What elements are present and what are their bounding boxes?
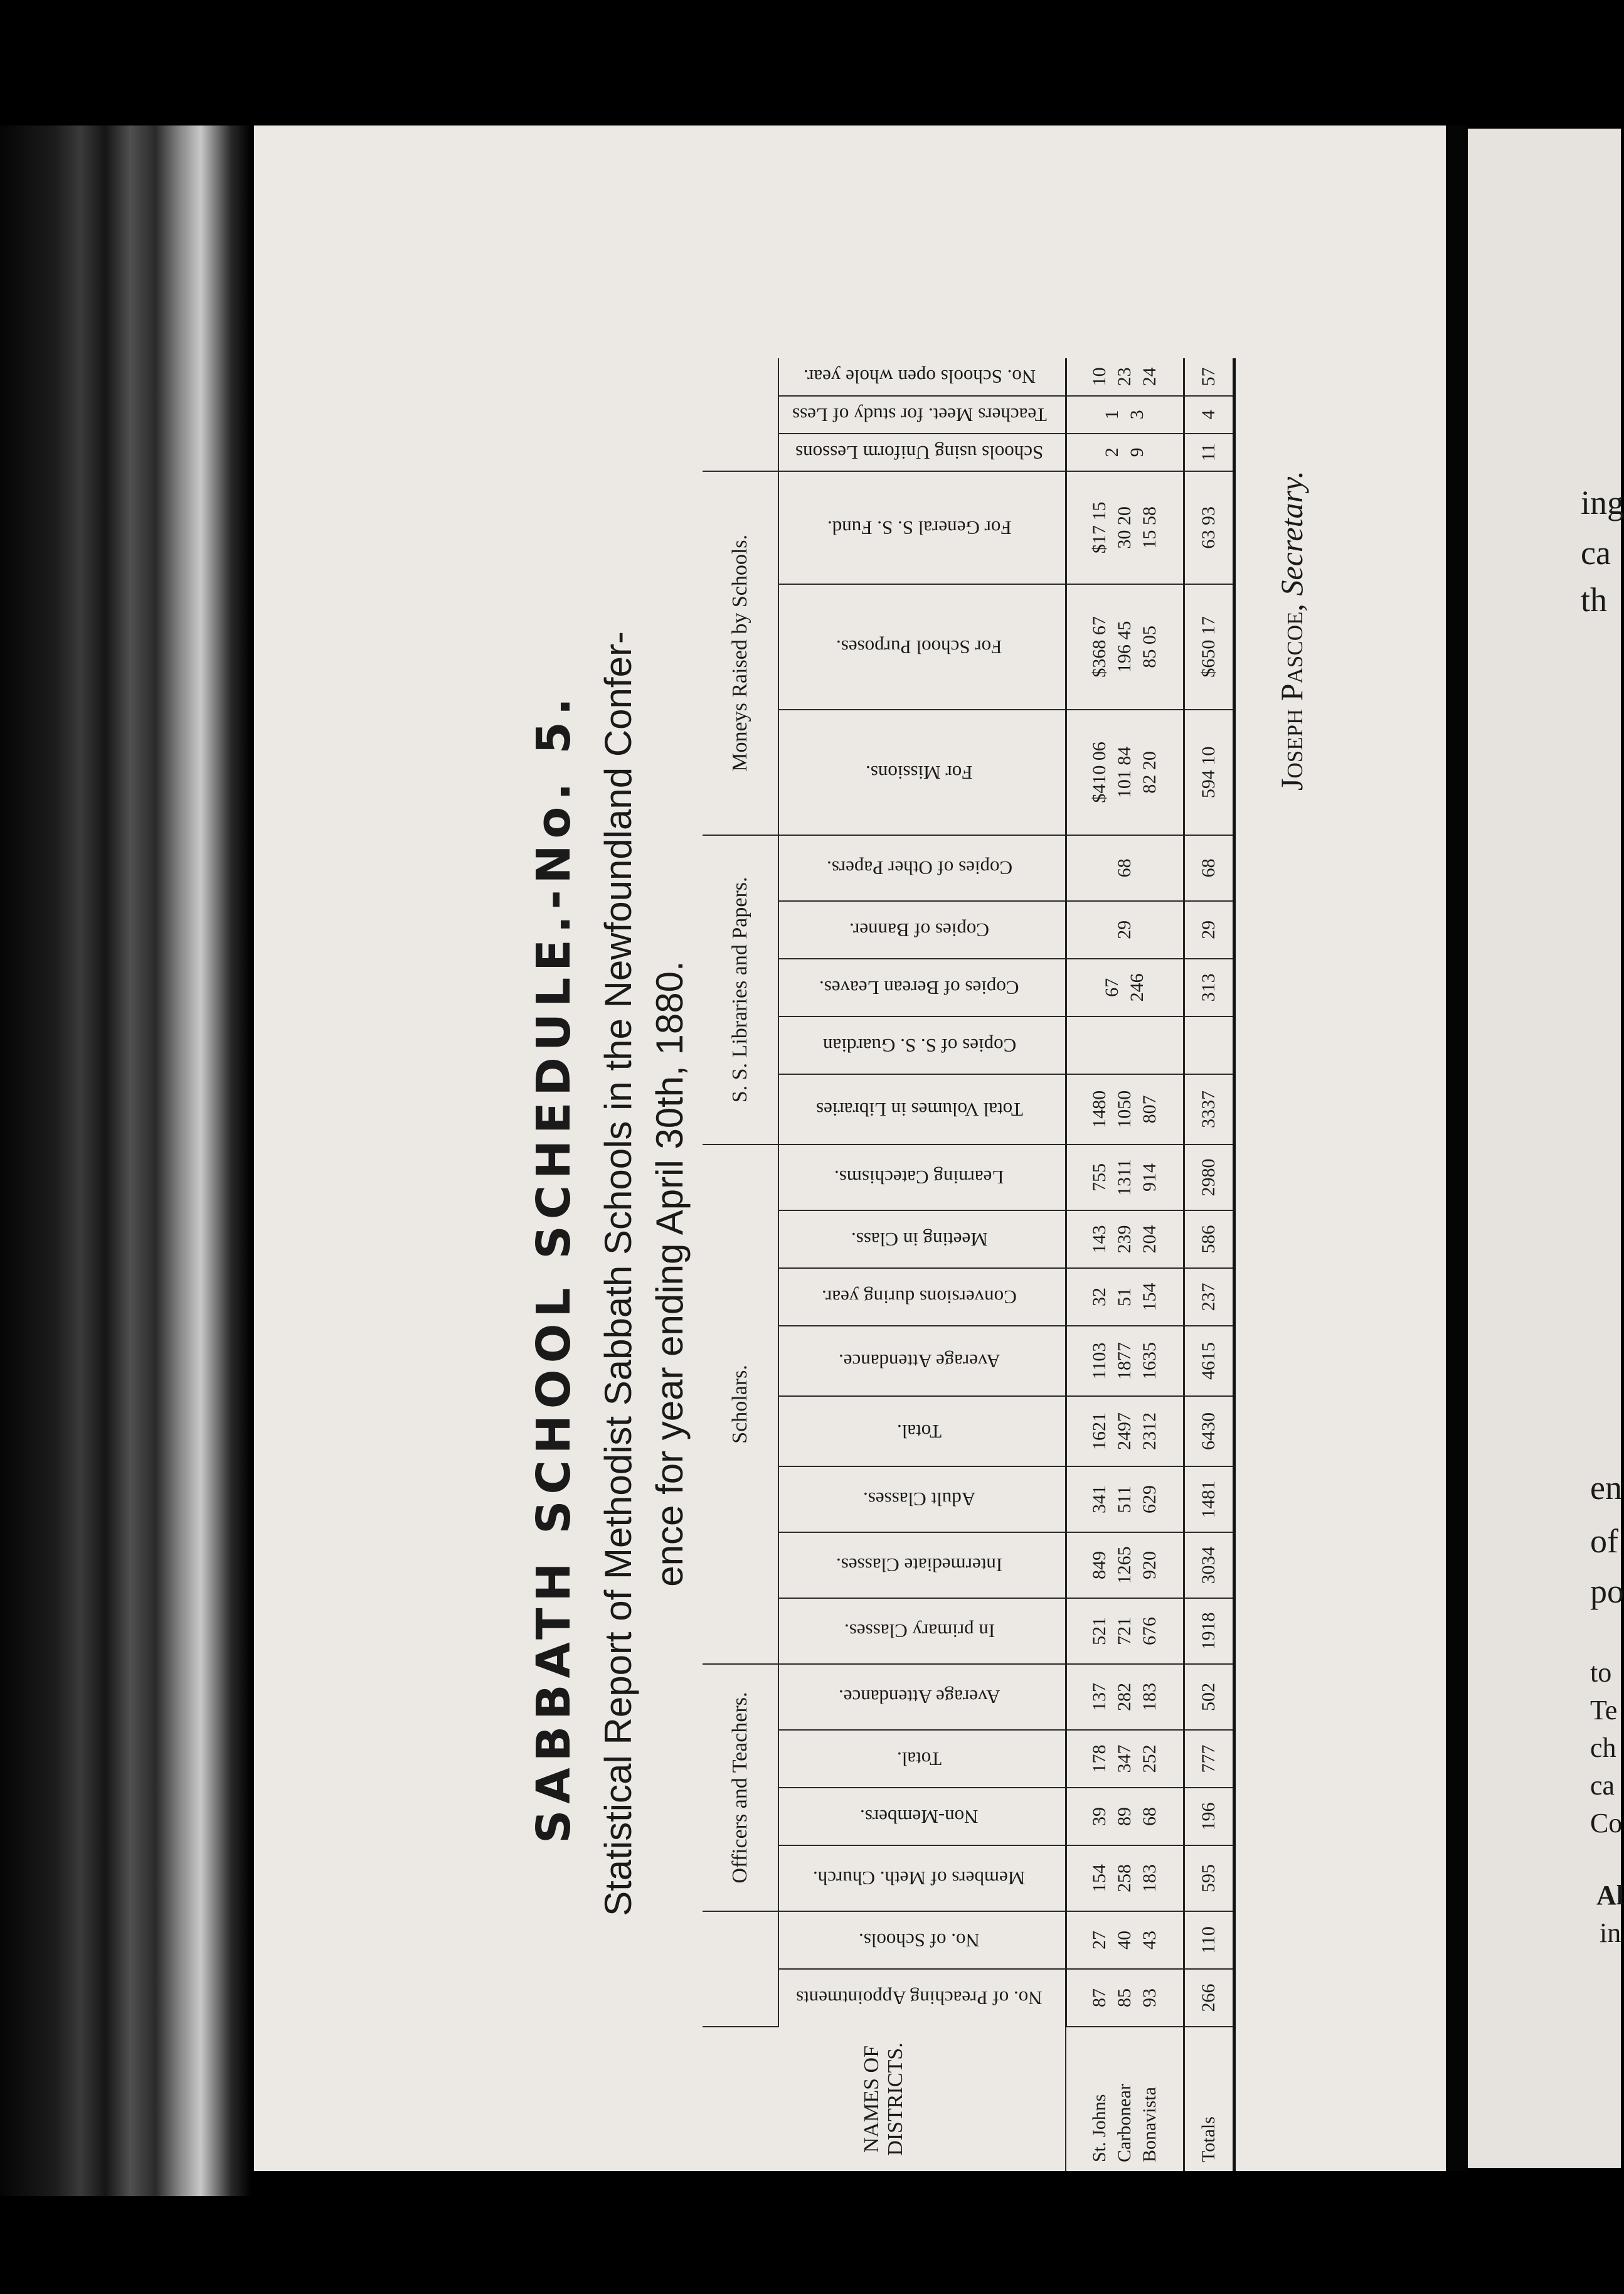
cell: $368 67 196 45 85 05 xyxy=(1066,584,1184,710)
total-cell: 4 xyxy=(1184,396,1234,434)
rotated-content xyxy=(489,314,1399,2209)
total-cell: 110 xyxy=(1184,1911,1234,1969)
cell: 10 23 24 xyxy=(1066,358,1184,396)
cell xyxy=(1066,1016,1184,1074)
total-cell: 1481 xyxy=(1184,1466,1234,1532)
cell: 341 511 629 xyxy=(1066,1466,1184,1532)
cell: 154 258 183 xyxy=(1066,1845,1184,1911)
right-text-fragment: ca xyxy=(1581,534,1611,572)
cell: 1480 1050 807 xyxy=(1066,1074,1184,1144)
right-text-fragment: Te xyxy=(1590,1695,1618,1726)
right-text-fragment: Co xyxy=(1590,1808,1623,1838)
total-cell: 594 10 xyxy=(1184,710,1234,835)
total-cell: 595 xyxy=(1184,1845,1234,1911)
col-header: No. of Schools. xyxy=(778,1911,1066,1969)
cell: 87 85 93 xyxy=(1066,1969,1184,2027)
total-cell: 29 xyxy=(1184,901,1234,959)
col-header: Non-Members. xyxy=(778,1788,1066,1845)
right-text-fragment: ca xyxy=(1590,1770,1615,1801)
col-header: Schools using Uniform Lessons xyxy=(778,434,1066,471)
cell: $410 06 101 84 82 20 xyxy=(1066,710,1184,835)
group-scholars: Scholars. xyxy=(703,1144,778,1664)
total-cell: 68 xyxy=(1184,835,1234,901)
col-header: Average Attendance. xyxy=(778,1664,1066,1730)
right-text-fragment: in xyxy=(1600,1918,1621,1948)
col-header: Total Volumes in Libraries xyxy=(778,1074,1066,1144)
book-edge xyxy=(0,125,251,2196)
total-cell: 2980 xyxy=(1184,1144,1234,1210)
totals-row xyxy=(1184,358,1234,2171)
total-cell: 237 xyxy=(1184,1268,1234,1326)
cell: 849 1265 920 xyxy=(1066,1532,1184,1598)
right-text-fragment: ing xyxy=(1581,484,1624,521)
total-cell: 63 93 xyxy=(1184,471,1234,584)
col-header: No. Schools open whole year. xyxy=(778,358,1066,396)
cell: 2 9 xyxy=(1066,434,1184,471)
col-header: Total. xyxy=(778,1396,1066,1466)
cell: 1 3 xyxy=(1066,396,1184,434)
cell: 67 246 xyxy=(1066,959,1184,1016)
right-text-fragment: en xyxy=(1590,1469,1622,1507)
district-names: St. Johns Carbonear Bonavista xyxy=(1066,2027,1184,2171)
total-cell: 57 xyxy=(1184,358,1234,396)
total-cell: 11 xyxy=(1184,434,1234,471)
col-header: Adult Classes. xyxy=(778,1466,1066,1532)
col-header: Intermediate Classes. xyxy=(778,1532,1066,1598)
total-cell: 3034 xyxy=(1184,1532,1234,1598)
cell: 178 347 252 xyxy=(1066,1730,1184,1788)
subtitle-line-1: Statistical Report of Methodist Sabbath Schools in the Newfoundland Confer- xyxy=(597,631,639,1916)
secretary-signature xyxy=(1273,471,1310,791)
total-cell: 3337 xyxy=(1184,1074,1234,1144)
col-header: Copies of Other Papers. xyxy=(778,835,1066,901)
cell: 1621 2497 2312 xyxy=(1066,1396,1184,1466)
total-cell: 4615 xyxy=(1184,1326,1234,1396)
cell: 1103 1877 1635 xyxy=(1066,1326,1184,1396)
cell: 521 721 676 xyxy=(1066,1598,1184,1664)
total-cell: 1918 xyxy=(1184,1598,1234,1664)
secretary-title: Secretary. xyxy=(1274,471,1309,604)
group-libraries: S. S. Libraries and Papers. xyxy=(703,835,778,1144)
cell: 755 1311 914 xyxy=(1066,1144,1184,1210)
col-header: Conversions during year. xyxy=(778,1268,1066,1326)
group-blank xyxy=(703,1911,778,2027)
group-blank-2 xyxy=(703,358,778,471)
col-header: Teachers Meet. for study of Less xyxy=(778,396,1066,434)
gutter xyxy=(1446,125,1468,2171)
secretary-name: Joseph Pascoe, xyxy=(1274,604,1309,791)
col-header: Members of Meth. Church. xyxy=(778,1845,1066,1911)
col-header: Learning Catechisms. xyxy=(778,1144,1066,1210)
right-text-fragment: th xyxy=(1581,581,1608,619)
col-header: For Missions. xyxy=(778,710,1066,835)
group-officers: Officers and Teachers. xyxy=(703,1664,778,1911)
col-header: No. of Preaching Appointments xyxy=(778,1969,1066,2027)
total-cell: 6430 xyxy=(1184,1396,1234,1466)
total-cell: 266 xyxy=(1184,1969,1234,2027)
right-text-fragment: ch xyxy=(1590,1732,1616,1763)
group-header-row xyxy=(703,358,778,2171)
district-data-row xyxy=(1066,358,1184,2171)
column-header-row xyxy=(778,358,1066,2171)
col-header: Meeting in Class. xyxy=(778,1210,1066,1268)
cell: 68 xyxy=(1066,835,1184,901)
col-header: Copies of Berean Leaves. xyxy=(778,959,1066,1016)
cell: $17 15 30 20 15 58 xyxy=(1066,471,1184,584)
page-subtitle xyxy=(593,364,696,2184)
page-right xyxy=(1468,129,1621,2168)
statistics-table xyxy=(703,358,1236,2171)
subtitle-line-2: ence for year ending April 30th, 1880. xyxy=(649,961,691,1587)
cell: 143 239 204 xyxy=(1066,1210,1184,1268)
col-header: Total. xyxy=(778,1730,1066,1788)
total-cell: 196 xyxy=(1184,1788,1234,1845)
cell: 29 xyxy=(1066,901,1184,959)
col-header: In primary Classes. xyxy=(778,1598,1066,1664)
totals-label: Totals xyxy=(1184,2027,1234,2171)
total-cell: $650 17 xyxy=(1184,584,1234,710)
col-header: Copies of S. S. Guardian xyxy=(778,1016,1066,1074)
col-header: Average Attendance. xyxy=(778,1326,1066,1396)
group-moneys: Moneys Raised by Schools. xyxy=(703,471,778,835)
page-title: SABBATH SCHOOL SCHEDULE.-No. 5. xyxy=(527,691,581,1843)
right-text-fragment: po xyxy=(1590,1572,1624,1610)
col-header: For School Purposes. xyxy=(778,584,1066,710)
cell: 39 89 68 xyxy=(1066,1788,1184,1845)
total-cell: 586 xyxy=(1184,1210,1234,1268)
col-header: For General S. S. Fund. xyxy=(778,471,1066,584)
right-text-fragment: to xyxy=(1590,1657,1612,1688)
total-cell: 313 xyxy=(1184,959,1234,1016)
cell: 27 40 43 xyxy=(1066,1911,1184,1969)
total-cell xyxy=(1184,1016,1234,1074)
right-text-fragment: Al xyxy=(1596,1880,1624,1911)
cell: 32 51 154 xyxy=(1066,1268,1184,1326)
col-header: Copies of Banner. xyxy=(778,901,1066,959)
total-cell: 777 xyxy=(1184,1730,1234,1788)
right-text-fragment: of xyxy=(1590,1522,1618,1560)
cell: 137 282 183 xyxy=(1066,1664,1184,1730)
districts-header: NAMES OF DISTRICTS. xyxy=(703,2027,1066,2171)
total-cell: 502 xyxy=(1184,1664,1234,1730)
